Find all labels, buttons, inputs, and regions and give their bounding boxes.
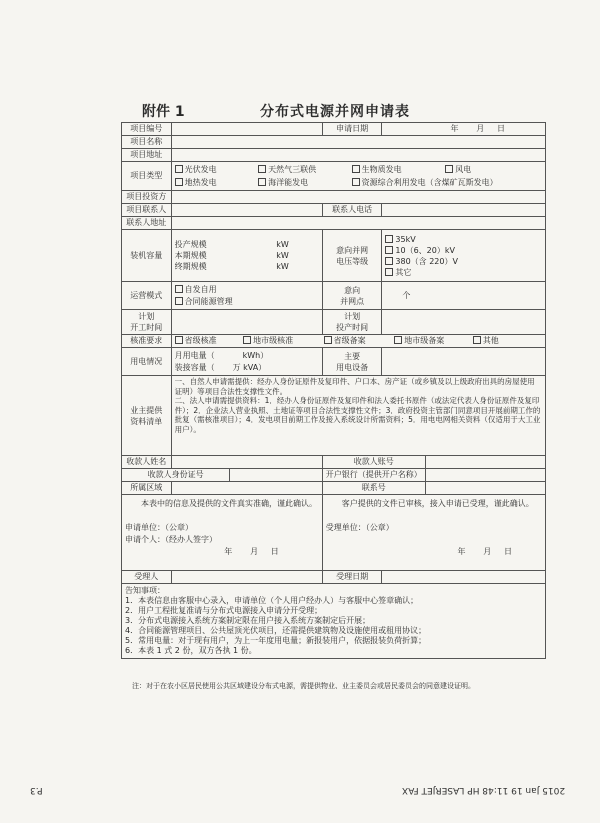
row-documents [122, 376, 546, 456]
documents-list: 一、自然人申请需提供：经办人身份证原件及复印件、户口本、房产证（或乡镇及以上级政府出具的房屋使用证明）等项目合法性支撑性文件。 二、法人申请需提供资料：1．经办人身份证原件及复印件和法人委托书原件（或法定代表人身份证原件及复印件）；2．企业法人营业执照、土地证等项目合法性支撑性文件；3．政府投资主管部门同意项目开展前期工作的批复（需核准项目）；4．发电项目前期工作及接入系统设计所需资料；5．用电电网相关资料（仅适用于大工业用户）。 [171, 376, 545, 456]
checkbox-icon [175, 165, 183, 173]
checkbox-icon [394, 336, 402, 344]
label-project-type: 项目类型 [122, 162, 172, 191]
label-project-name: 项目名称 [122, 136, 172, 149]
label-contact-person: 项目联系人 [122, 204, 172, 217]
option-resource[interactable]: 资源综合利用发电（含煤矿瓦斯发电） [352, 176, 498, 189]
label-operation: 运营模式 [122, 282, 172, 310]
apply-unit-label: 申请单位：（公章） [125, 523, 193, 532]
field-plan-production[interactable] [382, 310, 546, 335]
field-project-name[interactable] [171, 136, 545, 149]
apply-person-label: 申请个人：（经办人签字） [125, 535, 217, 544]
fax-page-number: P.3 [30, 785, 43, 795]
option-wind[interactable]: 风电 [445, 163, 471, 176]
field-receiver-id[interactable] [230, 469, 322, 482]
option-35kv[interactable]: 35kV [385, 234, 542, 245]
label-grid-point: 意向 并网点 [322, 282, 382, 310]
application-form-table [121, 122, 546, 659]
label-apply-date: 申请日期 [322, 123, 382, 136]
label-contact-address: 联系人地址 [122, 217, 172, 230]
option-pv[interactable]: 光伏发电 [175, 163, 250, 176]
row-contact-address [122, 217, 546, 230]
notice-block [122, 584, 546, 659]
fax-header-stamp: 2015 Jan 19 11:48 HP LASERJET FAX [402, 785, 566, 795]
option-ocean[interactable]: 海洋能发电 [258, 176, 343, 189]
checkbox-icon [385, 257, 393, 265]
notice-item: 1．本表信息由客服中心录入，申请单位（个人用户经办人）与客服中心签章确认； [125, 596, 419, 605]
label-receiver-name: 收款人姓名 [122, 456, 172, 469]
checkbox-icon [385, 235, 393, 243]
row-bank-1 [122, 456, 546, 469]
row-project-type [122, 162, 546, 191]
acceptor-statement: 客户提供的文件已审核，接入申请已受理，谨此确认。 [341, 499, 534, 508]
monthly-usage[interactable]: 月用电量（ kWh） [174, 350, 269, 360]
field-investor[interactable] [171, 191, 545, 204]
field-grid-voltage [382, 230, 546, 282]
option-provincial-record[interactable]: 省级备案 [324, 336, 386, 346]
option-380v[interactable]: 380（含 220）V [385, 256, 542, 267]
checkbox-icon [445, 165, 453, 173]
row-plan [122, 310, 546, 335]
notice-item: 3．分布式电源接入系统方案制定限在用户接入系统方案制定后开展； [125, 616, 371, 625]
checkbox-icon [175, 336, 183, 344]
checkbox-icon [175, 178, 183, 186]
row-operation [122, 282, 546, 310]
label-bank: 开户银行（提供开户名称） [322, 469, 425, 482]
row-signatures [122, 495, 546, 571]
field-acceptor[interactable] [171, 571, 322, 584]
row-project-name [122, 136, 546, 149]
label-receiver-account: 收款人账号 [322, 456, 425, 469]
attachment-label: 附件 1 [142, 104, 185, 120]
page-title: 分布式电源并网申请表 [260, 104, 410, 120]
checkbox-icon [385, 268, 393, 276]
row-capacity [122, 230, 546, 282]
field-project-number[interactable] [171, 123, 322, 136]
field-contact-phone[interactable] [382, 204, 546, 217]
label-grid-voltage: 意向并网 电压等级 [322, 230, 382, 282]
row-bank-2 [122, 469, 546, 482]
field-project-address[interactable] [171, 149, 545, 162]
notice-item: 6．本表 1 式 2 份，双方各执 1 份。 [125, 646, 257, 655]
row-acceptor [122, 571, 546, 584]
notice-item: 4．合同能源管理项目、公共屋顶光伏项目，还需提供建筑物及设施使用或租用协议； [125, 626, 427, 635]
row-investor [122, 191, 546, 204]
option-gas-cchp[interactable]: 天然气三联供 [258, 163, 343, 176]
option-emc[interactable]: 合同能源管理 [175, 296, 319, 308]
label-documents: 业主提供 资料清单 [122, 376, 172, 456]
checkbox-icon [352, 165, 360, 173]
option-other-approval[interactable]: 其他 [473, 336, 499, 346]
option-city-record[interactable]: 地市级备案 [394, 336, 464, 346]
footnote: 注：对于在农小区居民使用公共区域建设分布式电源，需提供物业、业主委员会或居民委员会的同意建设证明。 [132, 682, 475, 690]
checkbox-icon [175, 297, 183, 305]
row-contact [122, 204, 546, 217]
label-approval: 核准要求 [122, 335, 172, 348]
applicant-sign-block [122, 495, 323, 571]
label-receiver-id: 收款人身份证号 [122, 469, 230, 482]
day-label: 日 [497, 124, 505, 133]
applicant-statement: 本表中的信息及提供的文件真实准确，谨此确认。 [141, 499, 317, 508]
checkbox-icon [175, 285, 183, 293]
label-capacity: 装机容量 [122, 230, 172, 282]
notice-item: 2．用户工程批复准请与分布式电源接入申请分开受理； [125, 606, 323, 615]
option-10kv[interactable]: 10（6、20）kV [385, 245, 542, 256]
month-label: 月 [476, 124, 485, 133]
option-provincial-approval[interactable]: 省级核准 [175, 336, 235, 346]
label-project-address: 项目地址 [122, 149, 172, 162]
applicant-sign-date[interactable]: 年 月 日 [224, 547, 279, 556]
field-main-equipment[interactable] [382, 348, 546, 376]
row-project-address [122, 149, 546, 162]
label-contact-phone: 联系人电话 [322, 204, 382, 217]
field-usage [171, 348, 322, 376]
installed-capacity[interactable]: 装接容量（ 万 kVA） [174, 362, 267, 372]
field-operation [171, 282, 322, 310]
row-project-number [122, 123, 546, 136]
label-plan-production: 计划 投产时间 [322, 310, 382, 335]
year-label: 年 [450, 124, 459, 133]
field-region[interactable] [171, 482, 322, 495]
option-other-voltage[interactable]: 其它 [385, 267, 542, 278]
field-receiver-account[interactable] [425, 456, 545, 469]
checkbox-icon [258, 178, 266, 186]
capacity-production[interactable]: 投产规模 kW [174, 240, 289, 249]
row-bank-3 [122, 482, 546, 495]
checkbox-icon [385, 246, 393, 254]
field-approval [171, 335, 545, 348]
notice-title: 告知事项： [125, 586, 165, 595]
checkbox-icon [258, 165, 266, 173]
option-self-use[interactable]: 自发自用 [175, 284, 319, 296]
label-accept-date: 受理日期 [322, 571, 382, 584]
checkbox-icon [352, 178, 360, 186]
acceptor-sign-date[interactable]: 年 月 日 [457, 547, 512, 556]
accept-unit-label: 受理单位：（公章） [325, 523, 394, 532]
option-city-approval[interactable]: 地市级核准 [243, 336, 315, 346]
label-region: 所属区域 [122, 482, 172, 495]
field-grid-point[interactable]: 个 [382, 282, 546, 310]
checkbox-icon [243, 336, 251, 344]
row-notice [122, 584, 546, 659]
field-capacity [171, 230, 322, 282]
label-project-number: 项目编号 [122, 123, 172, 136]
label-phone-no: 联系号 [322, 482, 425, 495]
option-geothermal[interactable]: 地热发电 [175, 176, 250, 189]
field-apply-date[interactable] [382, 123, 546, 136]
field-contact-person[interactable] [171, 204, 322, 217]
checkbox-icon [324, 336, 332, 344]
checkbox-icon [473, 336, 481, 344]
notice-item: 5．常用电量：对于现有用户，为上一年度用电量；新报装用户，依据报装负荷折算； [125, 636, 427, 645]
row-approval [122, 335, 546, 348]
capacity-final[interactable]: 终期规模 kW [174, 262, 289, 271]
field-phone-no[interactable] [425, 482, 545, 495]
field-project-type [171, 162, 545, 191]
label-usage: 用电情况 [122, 348, 172, 376]
field-accept-date[interactable] [382, 571, 546, 584]
label-main-equipment: 主要 用电设备 [322, 348, 382, 376]
capacity-current[interactable]: 本期规模 kW [174, 251, 289, 260]
field-bank[interactable] [425, 469, 545, 482]
label-plan-start: 计划 开工时间 [122, 310, 172, 335]
acceptor-sign-block [322, 495, 545, 571]
title-row [120, 101, 520, 121]
row-usage [122, 348, 546, 376]
option-biomass[interactable]: 生物质发电 [352, 163, 437, 176]
field-contact-address[interactable] [171, 217, 545, 230]
field-receiver-name[interactable] [171, 456, 322, 469]
label-acceptor: 受理人 [122, 571, 172, 584]
field-plan-start[interactable] [171, 310, 322, 335]
label-investor: 项目投资方 [122, 191, 172, 204]
